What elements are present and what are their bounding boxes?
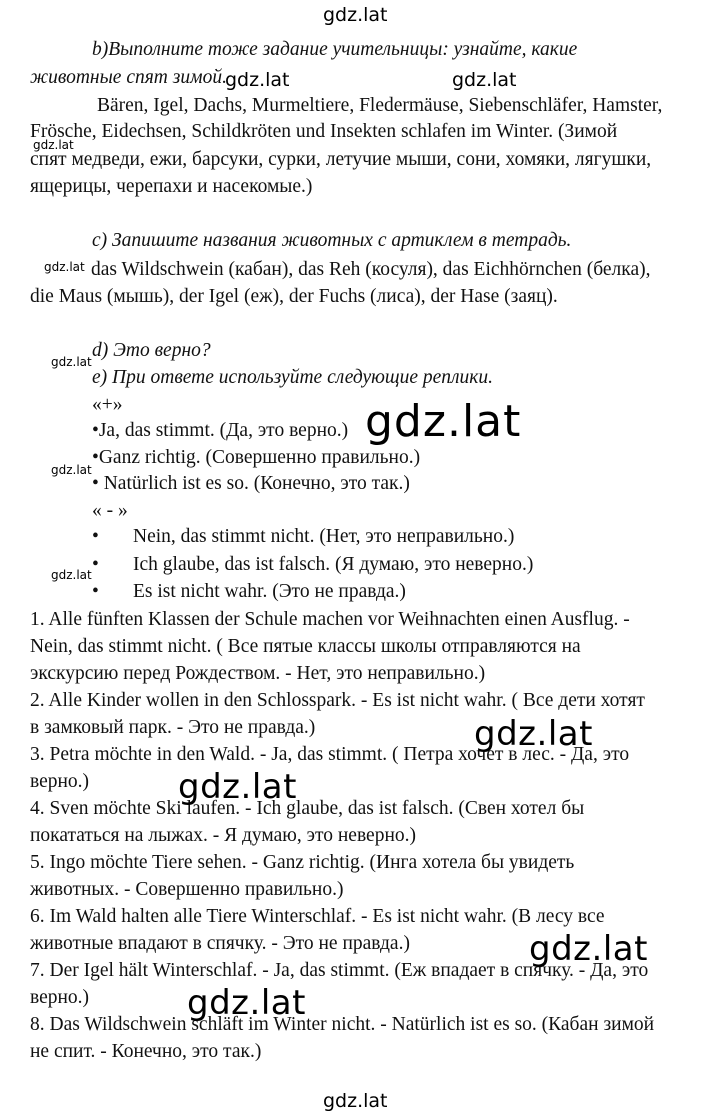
watermark-top: gdz.lat bbox=[323, 4, 388, 26]
answer-5-line2: животных. - Совершенно правильно.) bbox=[30, 879, 344, 900]
answer-1-line3: экскурсию перед Рождеством. - Нет, это неправильно.) bbox=[30, 663, 486, 684]
watermark: gdz.lat bbox=[51, 463, 92, 477]
answer-8-line1: 8. Das Wildschwein schläft im Winter nicht. - Natürlich ist es so. (Кабан зимой bbox=[30, 1014, 655, 1035]
section-b-task-line2: животные спят зимой. bbox=[30, 67, 227, 88]
answer-2-line1: 2. Alle Kinder wollen in den Schlosspark. - Es ist nicht wahr. ( Все дети хотят bbox=[30, 690, 645, 711]
answer-3-line1: 3. Petra möchte in den Wald. - Ja, das stimmt. ( Петра хочет в лес. - Да, это bbox=[30, 744, 630, 765]
answer-4-line1: 4. Sven möchte Ski laufen. - Ich glaube, das ist falsch. (Свен хотел бы bbox=[30, 798, 585, 819]
section-b-task-text1: b)Выполните тоже задание учительницы: узнайте, какие bbox=[92, 39, 578, 60]
watermark: gdz.lat bbox=[44, 260, 85, 274]
answer-6-line1: 6. Im Wald halten alle Tiere Winterschlaf. - Es ist nicht wahr. (В лесу все bbox=[30, 906, 605, 927]
watermark-large: gdz.lat bbox=[187, 983, 306, 1023]
answer-8-line2: не спит. - Конечно, это так.) bbox=[30, 1041, 262, 1062]
watermark-large: gdz.lat bbox=[178, 767, 297, 807]
answer-7-line2: верно.) bbox=[30, 987, 90, 1008]
watermark-large: gdz.lat bbox=[474, 714, 593, 754]
section-b-answer-line4: ящерицы, черепахи и насекомые.) bbox=[30, 176, 313, 197]
plus-item: • Natürlich ist es so. (Конечно, это так.) bbox=[92, 473, 410, 494]
answer-3-line2: верно.) bbox=[30, 771, 90, 792]
answer-5-line1: 5. Ingo möchte Tiere sehen. - Ganz richtig. (Инга хотела бы увидеть bbox=[30, 852, 575, 873]
plus-item: •Ganz richtig. (Совершенно правильно.) bbox=[92, 447, 421, 468]
watermark: gdz.lat bbox=[51, 355, 92, 369]
plus-marker: «+» bbox=[92, 394, 123, 415]
section-b-answer-line1: Bären, Igel, Dachs, Murmeltiere, Fledermäuse, Siebenschläfer, Hamster, bbox=[97, 95, 663, 116]
watermark: gdz.lat bbox=[51, 568, 92, 582]
section-b-task-line1 bbox=[92, 38, 694, 62]
minus-bullet: • bbox=[92, 554, 99, 575]
minus-marker: « - » bbox=[92, 500, 128, 521]
section-b-answer-line3: спят медведи, ежи, барсуки, сурки, летучие мыши, сони, хомяки, лягушки, bbox=[30, 149, 652, 170]
section-c-answer-line1: das Wildschwein (кабан), das Reh (косуля), das Eichhörnchen (белка), bbox=[91, 259, 651, 280]
minus-bullet: • bbox=[92, 526, 99, 547]
minus-bullet: • bbox=[92, 581, 99, 602]
minus-item: Ich glaube, das ist falsch. (Я думаю, это неверно.) bbox=[133, 554, 534, 575]
section-b-answer-line2: Frösche, Eidechsen, Schildkröten und Insekten schlafen im Winter. (Зимой bbox=[30, 121, 618, 142]
section-c-task: c) Запишите названия животных с артиклем в тетрадь. bbox=[92, 230, 572, 251]
watermark-bottom: gdz.lat bbox=[323, 1090, 388, 1112]
watermark: gdz.lat bbox=[452, 69, 517, 91]
minus-item: Nein, das stimmt nicht. (Нет, это неправильно.) bbox=[133, 526, 515, 547]
section-e-task: e) При ответе используйте следующие реплики. bbox=[92, 367, 494, 388]
answer-7-line1: 7. Der Igel hält Winterschlaf. - Ja, das stimmt. (Еж впадает в спячку. - Да, это bbox=[30, 960, 649, 981]
section-c-answer-line2: die Maus (мышь), der Igel (еж), der Fuchs (лиса), der Hase (заяц). bbox=[30, 286, 558, 307]
watermark-large: gdz.lat bbox=[529, 929, 648, 969]
watermark: gdz.lat bbox=[33, 138, 74, 152]
watermark-large: gdz.lat bbox=[365, 396, 522, 447]
answer-2-line2: в замковый парк. - Это не правда.) bbox=[30, 717, 316, 738]
minus-item: Es ist nicht wahr. (Это не правда.) bbox=[133, 581, 406, 602]
answer-6-line2: животные впадают в спячку. - Это не правда.) bbox=[30, 933, 410, 954]
plus-item: •Ja, das stimmt. (Да, это верно.) bbox=[92, 420, 349, 441]
answer-1-line1: 1. Alle fünften Klassen der Schule machen vor Weihnachten einen Ausflug. - bbox=[30, 609, 630, 630]
section-d-task: d) Это верно? bbox=[92, 340, 211, 361]
answer-1-line2: Nein, das stimmt nicht. ( Все пятые классы школы отправляются на bbox=[30, 636, 581, 657]
watermark: gdz.lat bbox=[225, 69, 290, 91]
answer-4-line2: покататься на лыжах. - Я думаю, это неверно.) bbox=[30, 825, 417, 846]
